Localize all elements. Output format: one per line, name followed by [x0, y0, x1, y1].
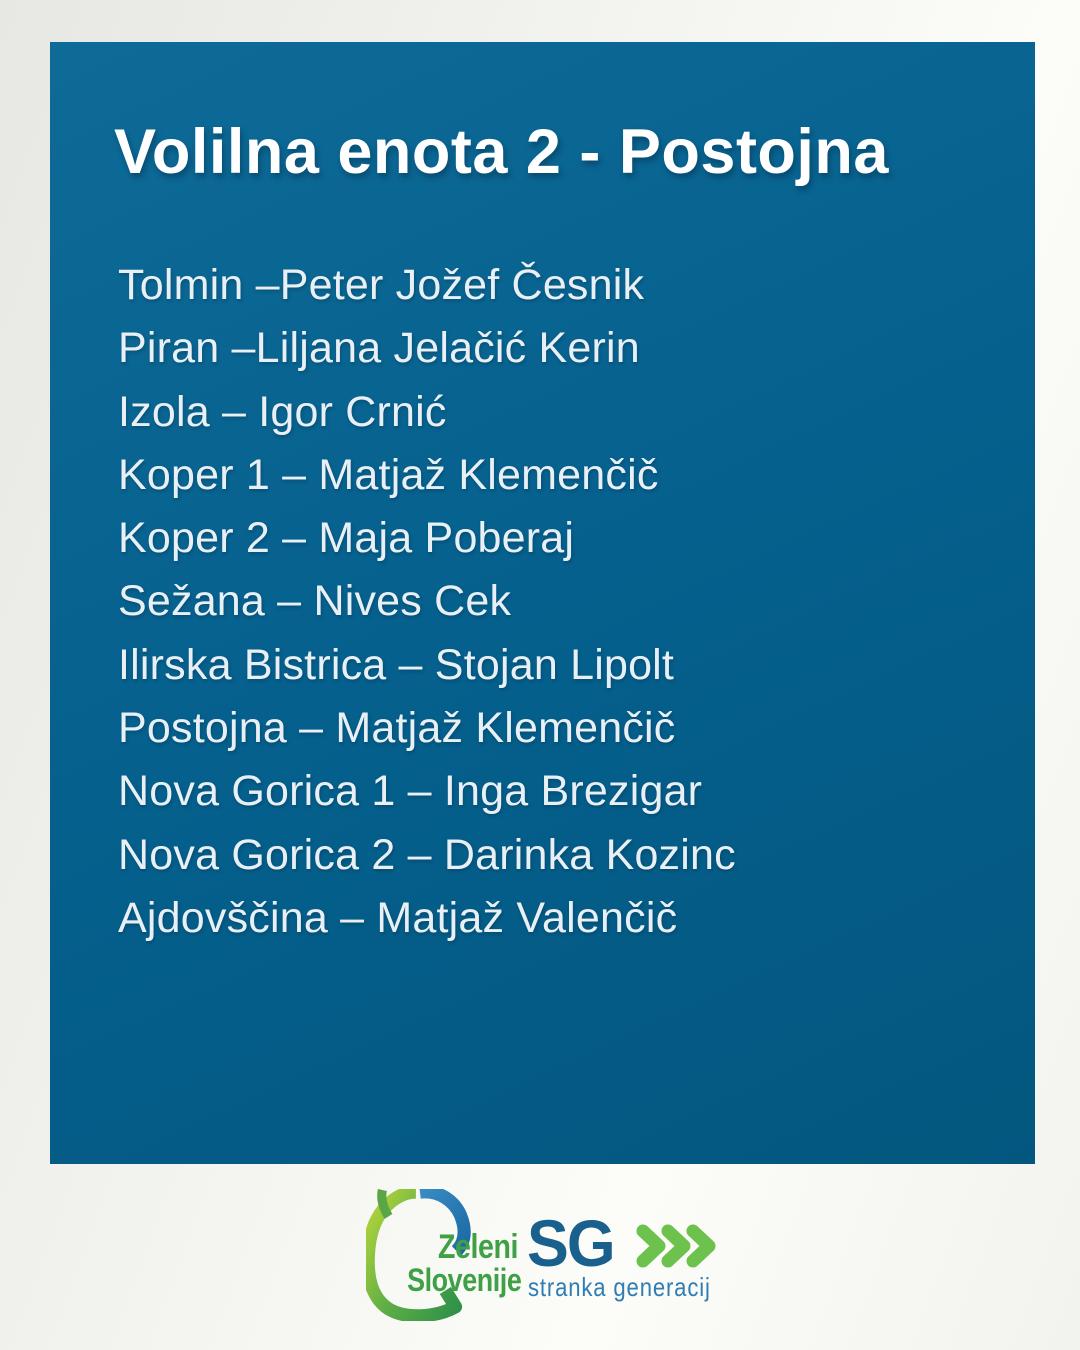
candidate-list-item: Ajdovščina – Matjaž Valenčič: [118, 893, 678, 942]
zeleni-slovenije-wordmark: [407, 1228, 522, 1298]
zeleni-label: Zeleni: [437, 1228, 518, 1266]
page-title: Volilna enota 2 - Postojna: [114, 117, 889, 187]
candidate-list-item: Izola – Igor Crnić: [118, 387, 447, 436]
candidate-list-item: Koper 1 – Matjaž Klemenčič: [118, 450, 659, 499]
candidate-list-item: Nova Gorica 1 – Inga Brezigar: [118, 767, 703, 816]
candidate-list-item: Postojna – Matjaž Klemenčič: [118, 704, 676, 753]
candidate-list: [118, 254, 736, 950]
triple-chevron-icon: [636, 1224, 718, 1268]
slovenije-label: Slovenije: [407, 1262, 522, 1298]
sg-logo-acronym: SG: [527, 1206, 614, 1280]
candidate-list-item: Nova Gorica 2 – Darinka Kozinc: [118, 830, 736, 879]
candidate-list-item: Ilirska Bistrica – Stojan Lipolt: [118, 640, 675, 689]
candidate-list-item: Sežana – Nives Cek: [118, 577, 512, 626]
election-unit-card: [50, 42, 1035, 1164]
candidate-list-item: Koper 2 – Maja Poberaj: [118, 514, 575, 563]
sg-logo-tagline: stranka generacij: [528, 1272, 711, 1302]
candidate-list-item: Tolmin –Peter Jožef Česnik: [118, 261, 645, 309]
candidate-list-item: Piran –Liljana Jelačić Kerin: [118, 324, 640, 373]
